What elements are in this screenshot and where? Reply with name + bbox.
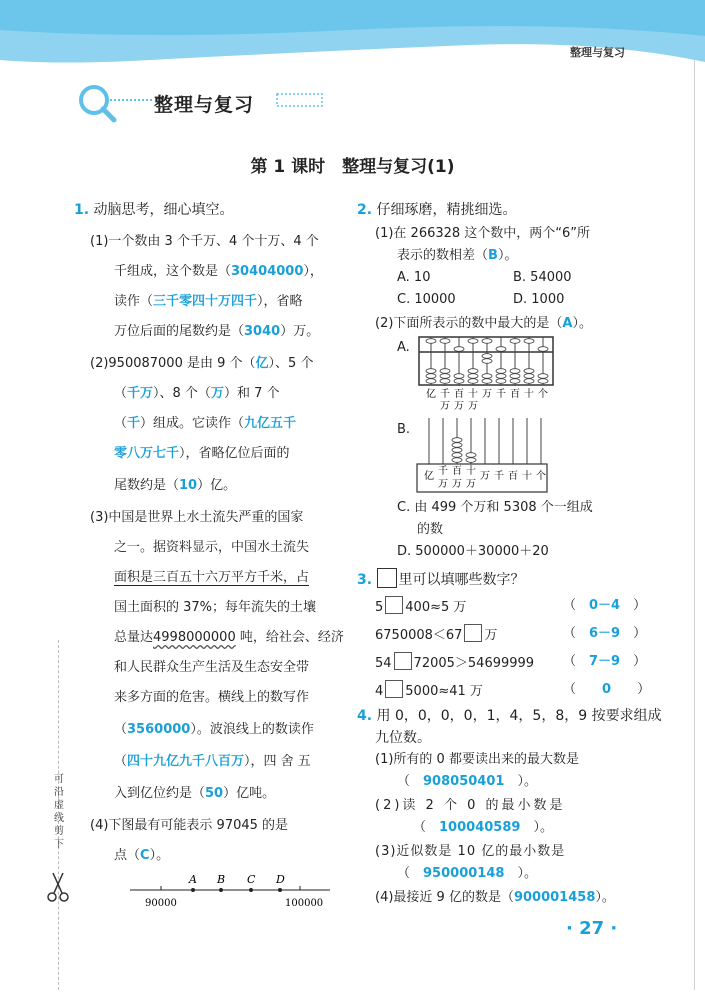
answer: 3040 <box>244 324 281 339</box>
number-line <box>125 870 335 912</box>
svg-text:十: 十 <box>468 389 478 400</box>
answer: 10 <box>179 478 198 493</box>
q3-title <box>357 568 525 590</box>
answer: 0 <box>602 682 612 697</box>
q2-opt-c: C. 10000 <box>397 292 456 307</box>
q1-p4-line2: 点（C）。 <box>114 848 170 863</box>
q1-title-text: 动脑思考，细心填空。 <box>93 202 234 218</box>
svg-text:个: 个 <box>538 389 548 400</box>
q2-opt-b: B. 54000 <box>513 270 572 285</box>
svg-text:十: 十 <box>522 471 532 482</box>
answer: 千 <box>127 416 141 431</box>
q2-opt-d: D. 1000 <box>513 292 565 307</box>
q1-p3-line2: 之一。据资料显示，中国水土流失 <box>114 540 310 555</box>
svg-text:万: 万 <box>452 479 462 490</box>
q3-title-text: 里可以填哪些数字？ <box>398 572 525 588</box>
q4-title-line2: 九位数。 <box>375 730 431 746</box>
svg-text:万: 万 <box>480 471 490 482</box>
answer: C <box>140 848 150 863</box>
abacus-b <box>415 416 549 496</box>
lesson-title: 第 1 课时 整理与复习(1) <box>250 157 455 177</box>
svg-text:百: 百 <box>452 466 462 477</box>
q1-p3-line9: （四十九亿九千八百万），四 舍 五 <box>114 754 311 769</box>
answer: 30404000 <box>231 264 304 279</box>
answer: 九亿五千 <box>244 416 297 431</box>
svg-text:万: 万 <box>466 479 476 490</box>
label-c: C <box>247 873 256 886</box>
q1-p2-line4: 零八万七千），省略亿位后面的 <box>114 446 290 461</box>
blank-box <box>385 680 403 698</box>
page-right-border <box>694 60 695 990</box>
svg-text:十: 十 <box>466 466 476 477</box>
svg-text:百: 百 <box>508 471 518 482</box>
answer: B <box>488 248 498 263</box>
abacus-a <box>417 334 557 414</box>
answer: 908050401 <box>423 774 505 789</box>
q1-title <box>74 200 234 220</box>
q1-p3-line6: 和人民群众生产生活及生态安全带 <box>114 660 310 675</box>
answer: 3560000 <box>127 722 191 737</box>
q1-p3-line10: 入到亿位约是（50）亿吨。 <box>114 786 276 801</box>
q4-p2-answer: （ 100040589 ）。 <box>413 820 553 835</box>
blank-box <box>377 568 397 588</box>
point-d <box>278 888 282 892</box>
q2-p2-opt-a-label: A. <box>397 340 410 355</box>
q1-p4-line1: (4)下图最有可能表示 97045 的是 <box>90 818 289 833</box>
answer: 0－4 <box>589 598 621 613</box>
q1-p2-line2: （千万）、8 个（万）和 7 个 <box>114 386 280 401</box>
q1-p3-line5: 总量达4998000000 吨，给社会、经济 <box>114 630 344 645</box>
q3-number: 3. <box>357 572 373 588</box>
blank-box <box>464 624 482 642</box>
q1-p3-line4: 国土面积的 37%；每年流失的土壤 <box>114 600 317 615</box>
label-right: 100000 <box>285 898 324 909</box>
label-d: D <box>276 873 285 886</box>
q3-answer-1: （ 0－4 ） <box>563 598 647 613</box>
blank-box <box>385 596 403 614</box>
page-number: · 27 · <box>566 918 618 939</box>
label-a: A <box>189 873 197 886</box>
q1-p2-line5: 尾数约是（10）亿。 <box>114 478 237 493</box>
answer: 6－9 <box>589 626 621 641</box>
svg-text:千: 千 <box>438 466 448 477</box>
q1-p1-line4: 万位后面的尾数约是（3040）万。 <box>114 324 320 339</box>
q4-p1-answer: （ 908050401 ）。 <box>397 774 537 789</box>
q2-p2-opt-c1: C. 由 499 个万和 5308 个一组成 <box>397 500 593 515</box>
answer: 三千零四十万四千 <box>153 294 258 309</box>
answer: 千万 <box>127 386 154 401</box>
answer: 万 <box>210 386 224 401</box>
q1-p3-line1: (3)中国是世界上水土流失严重的国家 <box>90 510 304 525</box>
q2-opt-a: A. 10 <box>397 270 431 285</box>
q2-number: 2. <box>357 202 373 218</box>
q3-row-1: 5 400≈5 万 <box>375 596 466 618</box>
q1-p3-line8: （3560000）。波浪线上的数读作 <box>114 722 314 737</box>
answer: 900001458 <box>513 890 596 905</box>
q4-number: 4. <box>357 708 373 724</box>
svg-text:千: 千 <box>440 389 450 400</box>
svg-text:万: 万 <box>454 401 464 412</box>
q1-p3-line3: 面积是三百五十六万平方千米，占 <box>114 570 310 585</box>
q1-p1-line2: 千组成，这个数是（30404000）， <box>114 264 323 279</box>
answer: 100040589 <box>439 820 521 835</box>
cut-label: 可沿虚线剪下 <box>54 774 64 850</box>
q4-p3-answer: （ 950000148 ）。 <box>397 866 537 881</box>
q4-title-line1: 4. 用 0，0，0，0，1，4，5，8，9 按要求组成 <box>357 708 662 724</box>
svg-text:千: 千 <box>494 471 504 482</box>
point-a <box>191 888 195 892</box>
q2-p2-opt-c2: 的数 <box>417 522 444 537</box>
answer: A <box>562 316 573 331</box>
right-column <box>345 0 690 1000</box>
q1-number: 1. <box>74 202 90 218</box>
svg-text:亿: 亿 <box>426 389 436 400</box>
svg-text:百: 百 <box>454 389 464 400</box>
q3-answer-2: （ 6－9 ） <box>563 626 647 641</box>
scissors-icon <box>45 870 71 904</box>
q2-p2-opt-b-label: B. <box>397 422 411 437</box>
svg-text:万: 万 <box>482 389 492 400</box>
blank-box <box>394 652 412 670</box>
answer: 四十九亿九千八百万 <box>127 754 245 769</box>
q2-p2-opt-d: D. 500000＋30000＋20 <box>397 544 549 559</box>
label-b: B <box>217 873 226 886</box>
svg-text:亿: 亿 <box>424 471 434 482</box>
svg-text:十: 十 <box>524 389 534 400</box>
svg-text:个: 个 <box>536 471 546 482</box>
q1-p3-line7: 来多方面的危害。横线上的数写作 <box>114 690 310 705</box>
svg-text:千: 千 <box>496 389 506 400</box>
q2-p1-line2: 表示的数相差（B）。 <box>397 248 518 263</box>
q2-p2-line1: (2)下面所表示的数中最大的是（A）。 <box>375 316 592 331</box>
answer: 7－9 <box>589 654 621 669</box>
header-label: 整理与复习 <box>570 46 625 59</box>
answer: 亿 <box>255 356 269 371</box>
point-c <box>249 888 253 892</box>
q4-p2-line1: (2)读 2 个 0 的最小数是 <box>375 798 566 813</box>
q4-p1-line1: (1)所有的 0 都要读出来的最大数是 <box>375 752 579 767</box>
q1-p2-line3: （千）组成。它读作（九亿五千 <box>114 416 297 431</box>
q4-p3-line1: (3)近似数是 10 亿的最小数是 <box>375 844 566 859</box>
svg-text:万: 万 <box>440 401 450 412</box>
q4-p4-line1: (4)最接近 9 亿的数是（900001458）。 <box>375 890 615 905</box>
q3-answer-3: （ 7－9 ） <box>563 654 647 669</box>
q3-row-3: 54 72005＞54699999 <box>375 652 534 674</box>
svg-text:万: 万 <box>468 401 478 412</box>
q3-answer-4: （ 0 ） <box>563 682 651 697</box>
answer: 零八万七千 <box>114 446 180 461</box>
answer: 950000148 <box>423 866 505 881</box>
point-b <box>219 888 223 892</box>
q2-p1-line1: (1)在 266328 这个数中，两个“6”所 <box>375 226 591 241</box>
q2-title-text: 仔细琢磨，精挑细选。 <box>376 202 517 218</box>
q1-p1-line3: 读作（三千零四十万四千），省略 <box>114 294 303 309</box>
label-left: 90000 <box>145 898 177 909</box>
svg-text:万: 万 <box>438 479 448 490</box>
q3-row-2: 6750008＜67 万 <box>375 624 497 646</box>
q2-title <box>357 200 517 220</box>
q3-row-4: 4 5000≈41 万 <box>375 680 483 702</box>
section-title: 整理与复习 <box>154 94 255 116</box>
q1-p2-line1: (2)950087000 是由 9 个（亿）、5 个 <box>90 356 314 371</box>
answer: 50 <box>205 786 224 801</box>
q1-p1-line1: (1)一个数由 3 个千万、4 个十万、4 个 <box>90 234 319 249</box>
svg-text:百: 百 <box>510 389 520 400</box>
